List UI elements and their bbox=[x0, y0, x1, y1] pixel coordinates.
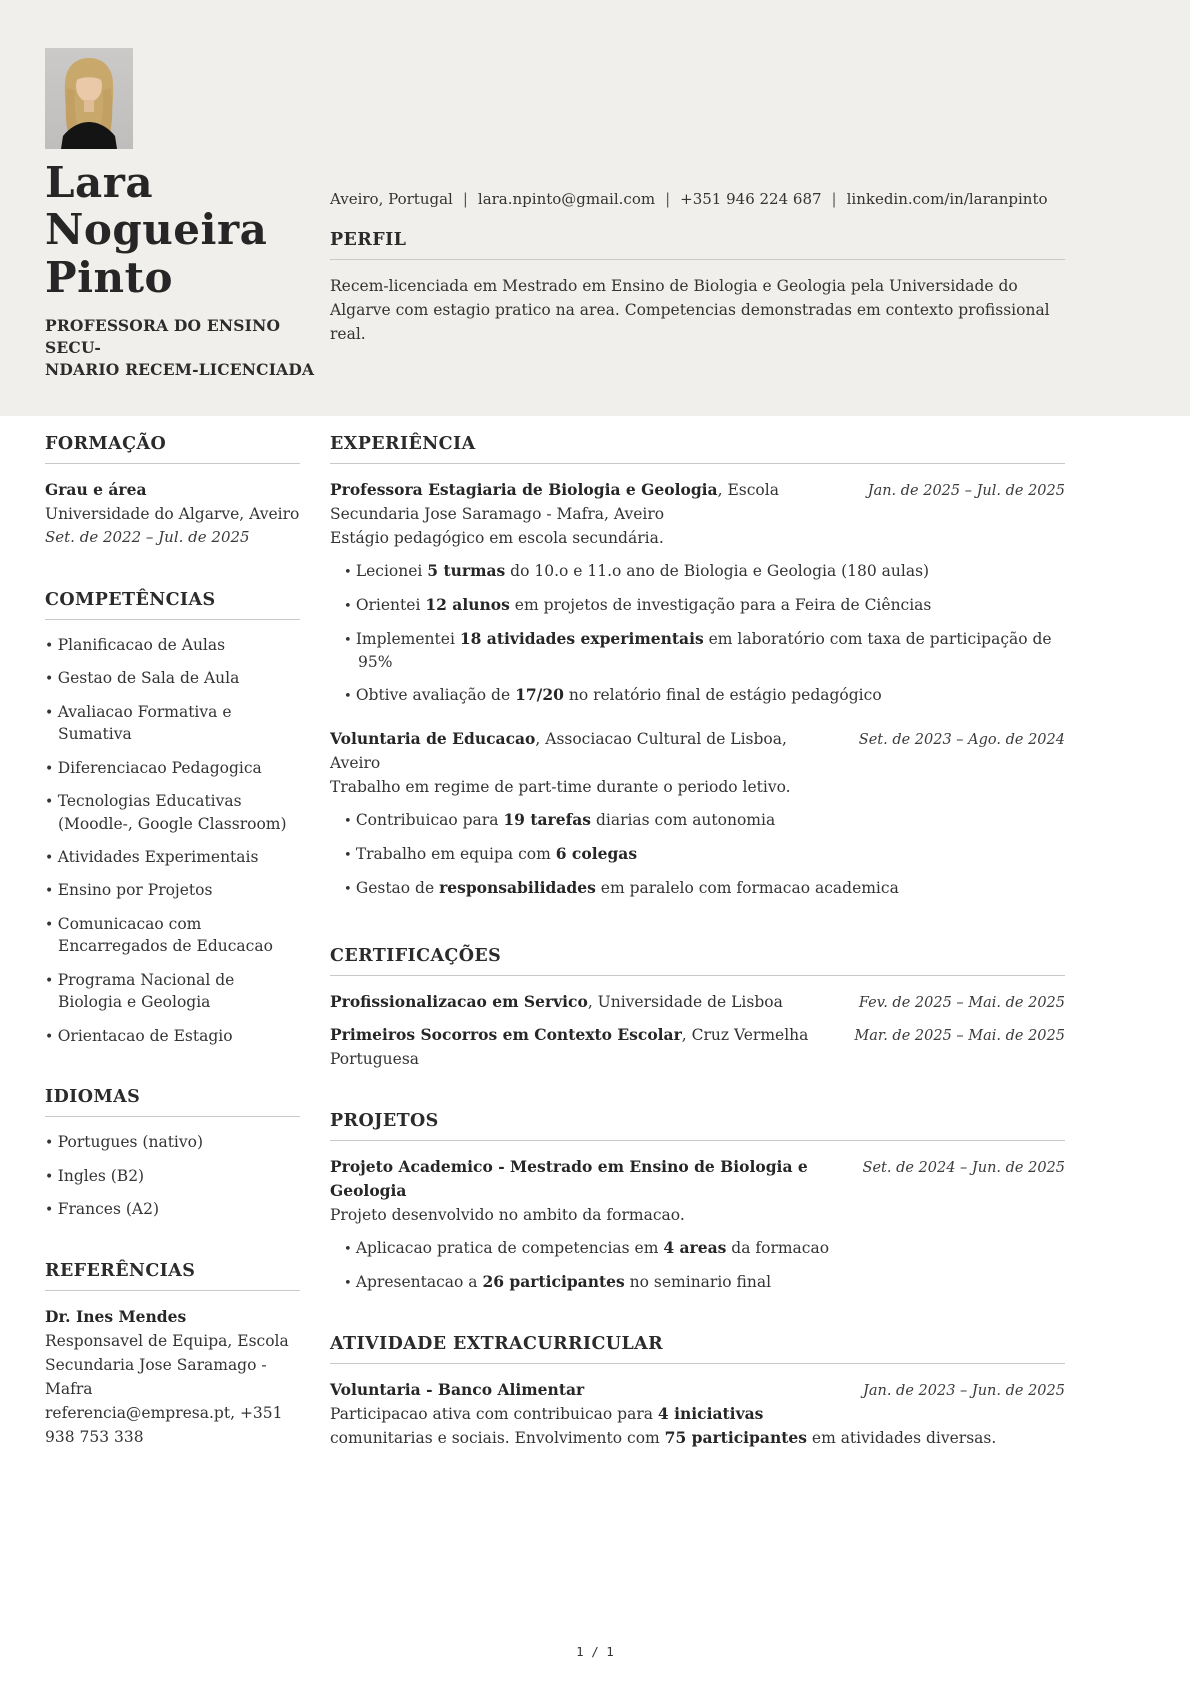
sidebar bbox=[45, 434, 300, 1490]
certification-dates: Mar. de 2025 – Mai. de 2025 bbox=[854, 1028, 1065, 1045]
section-experiencia bbox=[330, 434, 1065, 899]
perfil-text: Recem-licenciada em Mestrado em Ensino de Biologia e Geologia pela Universidade do Algarve com estagio pratico na area. Competencias demonstradas em contexto profissional real. bbox=[330, 277, 1050, 344]
list-item: • Obtive avaliação de 17/20 no relatório final de estágio pedagógico bbox=[344, 684, 1065, 707]
list-item: • Aplicacao pratica de competencias em 4 areas da formacao bbox=[344, 1237, 1065, 1260]
name-line: Nogueira bbox=[45, 205, 268, 255]
section-referencias bbox=[45, 1261, 300, 1449]
list-item: • Portugues (nativo) bbox=[45, 1131, 300, 1153]
certification-main bbox=[330, 990, 783, 1014]
list-item: • Ingles (B2) bbox=[45, 1165, 300, 1187]
project-description: Projeto desenvolvido no ambito da formacao. bbox=[330, 1206, 685, 1225]
experience-description: Estágio pedagógico em escola secundária. bbox=[330, 529, 664, 548]
extracurricular-entry-header bbox=[330, 1378, 1065, 1402]
reference-role: Responsavel de Equipa, Escola Secundaria Jose Saramago - Mafra bbox=[45, 1331, 289, 1398]
list-item: • Tecnologias Educativas (Moodle-, Google Classroom) bbox=[45, 790, 300, 835]
experience-entry-header bbox=[330, 727, 1065, 775]
contact-location: Aveiro, Portugal bbox=[330, 190, 453, 208]
list-item: • Orientacao de Estagio bbox=[45, 1025, 300, 1047]
section-formacao bbox=[45, 434, 300, 549]
section-experiencia-heading: EXPERIÊNCIA bbox=[330, 434, 476, 455]
list-item: • Contribuicao para 19 tarefas diarias com autonomia bbox=[344, 809, 1065, 832]
list-item: • Lecionei 5 turmas do 10.o e 11.o ano de Biologia e Geologia (180 aulas) bbox=[344, 560, 1065, 583]
certification-name: Profissionalizacao em Servico bbox=[330, 991, 588, 1011]
extracurricular-entry bbox=[330, 1378, 1065, 1450]
list-item: • Gestao de Sala de Aula bbox=[45, 667, 300, 689]
contact-separator: | bbox=[665, 190, 671, 208]
name-line: Lara bbox=[45, 158, 154, 207]
section-extracurricular bbox=[330, 1334, 1065, 1450]
certification-name: Primeiros Socorros em Contexto Escolar bbox=[330, 1025, 682, 1045]
experience-dates: Set. de 2023 – Ago. de 2024 bbox=[858, 732, 1065, 749]
divider bbox=[330, 463, 1065, 464]
certification-dates: Fev. de 2025 – Mai. de 2025 bbox=[858, 994, 1065, 1011]
list-item: • Diferenciacao Pedagogica bbox=[45, 757, 300, 779]
experience-bullets bbox=[344, 809, 1065, 900]
contact-phone: +351 946 224 687 bbox=[680, 190, 822, 208]
experience-entry-header bbox=[330, 478, 1065, 526]
list-item: • Atividades Experimentais bbox=[45, 846, 300, 868]
experience-bullets bbox=[344, 560, 1065, 707]
certification-row bbox=[330, 1023, 1065, 1071]
experience-company: , Escola Secundaria Jose Saramago - Mafra, Aveiro bbox=[330, 481, 779, 524]
section-projetos bbox=[330, 1111, 1065, 1294]
experience-company: , Associacao Cultural de Lisboa, Aveiro bbox=[330, 730, 787, 773]
name-line: Pinto bbox=[45, 252, 173, 302]
profile-photo-image bbox=[45, 48, 133, 149]
list-item: • Trabalho em equipa com 6 colegas bbox=[344, 843, 1065, 866]
experience-entry bbox=[330, 478, 1065, 707]
list-item: • Programa Nacional de Biologia e Geologia bbox=[45, 969, 300, 1014]
section-perfil-heading: PERFIL bbox=[330, 230, 407, 250]
divider bbox=[330, 975, 1065, 976]
list-item: • Avaliacao Formativa e Sumativa bbox=[45, 701, 300, 746]
section-idiomas-heading: IDIOMAS bbox=[45, 1087, 141, 1108]
section-certificacoes-heading: CERTIFICAÇÕES bbox=[330, 945, 502, 966]
reference-name: Dr. Ines Mendes bbox=[45, 1306, 187, 1326]
person-name bbox=[45, 159, 330, 301]
certification-issuer: , Universidade de Lisboa bbox=[587, 992, 783, 1011]
experience-dates: Jan. de 2025 – Jul. de 2025 bbox=[867, 483, 1065, 500]
contact-line bbox=[330, 190, 1065, 208]
section-competencias bbox=[45, 590, 300, 1048]
contact-separator: | bbox=[831, 190, 837, 208]
project-entry-header bbox=[330, 1155, 1065, 1203]
person-title: PROFESSORA DO ENSINO SECU- NDARIO RECEM-LICENCIADA bbox=[45, 316, 315, 379]
main-column bbox=[330, 434, 1065, 1490]
divider bbox=[45, 1290, 300, 1291]
experience-description: Trabalho em regime de part-time durante o periodo letivo. bbox=[330, 778, 791, 797]
contact-email: lara.npinto@gmail.com bbox=[477, 190, 656, 208]
certification-row bbox=[330, 990, 1065, 1014]
certification-main bbox=[330, 1023, 830, 1071]
section-formacao-heading: FORMAÇÃO bbox=[45, 434, 167, 455]
divider bbox=[45, 619, 300, 620]
section-extracurricular-heading: ATIVIDADE EXTRACURRICULAR bbox=[330, 1334, 664, 1355]
list-item: • Gestao de responsabilidades em paralelo com formacao academica bbox=[344, 877, 1065, 900]
section-perfil bbox=[330, 230, 1065, 346]
divider bbox=[330, 1140, 1065, 1141]
list-item: • Implementei 18 atividades experimentais em laboratório com taxa de participação de 95% bbox=[344, 628, 1065, 673]
idiomas-list bbox=[45, 1131, 300, 1220]
contact-separator: | bbox=[462, 190, 468, 208]
divider bbox=[330, 259, 1065, 260]
list-item: • Ensino por Projetos bbox=[45, 879, 300, 901]
section-certificacoes bbox=[330, 946, 1065, 1072]
header-left bbox=[45, 48, 330, 380]
extracurricular-title: Voluntaria - Banco Alimentar bbox=[330, 1380, 585, 1400]
project-title: Projeto Academico - Mestrado em Ensino de Biologia e Geologia bbox=[330, 1157, 808, 1201]
education-dates: Set. de 2022 – Jul. de 2025 bbox=[45, 528, 250, 547]
education-degree: Grau e área bbox=[45, 480, 147, 500]
reference-contact: referencia@empresa.pt, +351 938 753 338 bbox=[45, 1403, 283, 1446]
competencias-list bbox=[45, 634, 300, 1048]
profile-photo bbox=[45, 48, 133, 149]
section-idiomas bbox=[45, 1087, 300, 1220]
body-columns bbox=[0, 416, 1190, 1490]
section-projetos-heading: PROJETOS bbox=[330, 1111, 439, 1132]
list-item: • Orientei 12 alunos em projetos de investigação para a Feira de Ciências bbox=[344, 594, 1065, 617]
list-item: • Frances (A2) bbox=[45, 1198, 300, 1220]
contact-linkedin: linkedin.com/in/laranpinto bbox=[846, 190, 1048, 208]
list-item: • Comunicacao com Encarregados de Educacao bbox=[45, 913, 300, 958]
project-dates: Set. de 2024 – Jun. de 2025 bbox=[862, 1160, 1065, 1177]
experience-title: Voluntaria de Educacao bbox=[330, 729, 536, 749]
divider bbox=[330, 1363, 1065, 1364]
project-entry bbox=[330, 1155, 1065, 1294]
list-item: • Apresentacao a 26 participantes no seminario final bbox=[344, 1271, 1065, 1294]
experience-entry bbox=[330, 727, 1065, 900]
certification-issuer: , Cruz Vermelha Portuguesa bbox=[330, 1026, 809, 1069]
list-item: • Planificacao de Aulas bbox=[45, 634, 300, 656]
extracurricular-dates: Jan. de 2023 – Jun. de 2025 bbox=[863, 1383, 1065, 1400]
project-bullets bbox=[344, 1237, 1065, 1294]
page-number: 1 / 1 bbox=[576, 1644, 614, 1659]
header-right bbox=[330, 48, 1065, 380]
section-competencias-heading: COMPETÊNCIAS bbox=[45, 589, 216, 610]
section-referencias-heading: REFERÊNCIAS bbox=[45, 1260, 196, 1281]
experience-title: Professora Estagiaria de Biologia e Geologia bbox=[330, 480, 718, 500]
divider bbox=[45, 1116, 300, 1117]
education-school: Universidade do Algarve, Aveiro bbox=[45, 505, 300, 524]
extracurricular-description: Participacao ativa com contribuicao para 4 iniciativas comunitarias e sociais. Envolvimento com 75 participantes em atividades diversas. bbox=[330, 1404, 997, 1448]
header bbox=[0, 0, 1190, 416]
divider bbox=[45, 463, 300, 464]
